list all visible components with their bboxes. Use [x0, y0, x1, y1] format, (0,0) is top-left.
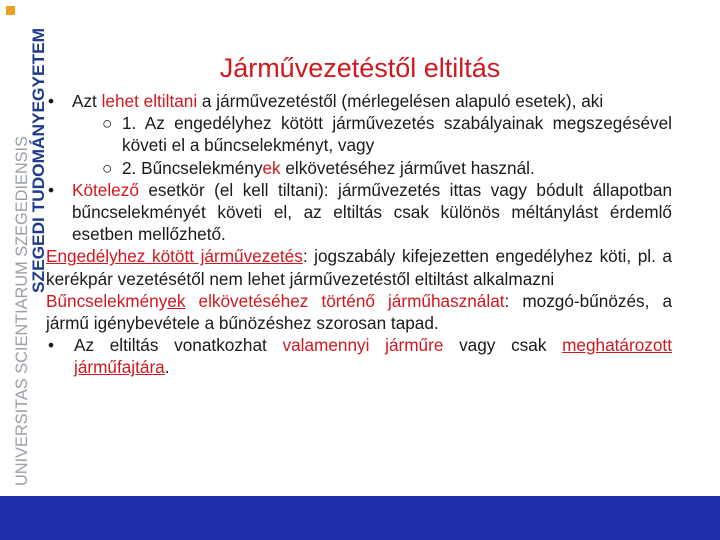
bullet-glyph: •	[48, 179, 55, 200]
bullet-item-mandatory: • Kötelező esetkör (el kell tiltani): járművezetés ittas vagy bódult állapotban bűncselekményét követi el, az eltiltás csak különös méltánylást érdemlő esetben mellőzhető.	[48, 179, 672, 245]
brand-latin-name: UNIVERSITAS SCIENTIARUM SZEGEDIENSIS	[13, 132, 31, 486]
paragraph-vehicle-use: Bűncselekmények elkövetéséhez történő járműhasználat: mozgó-bűnözés, a jármű igénybevétele a bűnözéshez szorosan tapad.	[46, 290, 672, 334]
sub-item-1: ○ 1. Az engedélyhez kötött járművezetés szabályainak megszegésével követi el a bűncselekményt, vagy	[102, 113, 672, 156]
paragraph-licensed-driving: Engedélyhez kötött járművezetés: jogszabály kifejezetten engedélyhez köti, pl. a kerékpár vezetésétől nem lehet járművezetéstől eltiltást alkalmazni	[46, 246, 672, 289]
bullet-item-scope: • Az eltiltás vonatkozhat valamennyi járműre vagy csak meghatározott járműfajtára.	[48, 335, 672, 378]
highlight-text: meghatározott járműfajtára	[74, 335, 672, 378]
ring-glyph: ○	[102, 113, 113, 134]
bullet-glyph: •	[48, 335, 55, 356]
brand-hungarian-name: SZEGEDI TUDOMÁNYEGYETEM	[29, 32, 48, 293]
highlight-text: Engedélyhez kötött járművezetés	[46, 246, 303, 267]
slide-content	[46, 90, 672, 379]
page-title: Járművezetéstől eltiltás	[219, 53, 501, 83]
brand-accent-square	[6, 6, 15, 15]
highlight-text: ek	[262, 157, 281, 178]
footer-bar	[0, 496, 720, 540]
highlight-text: ek	[167, 290, 186, 311]
ring-glyph: ○	[102, 157, 113, 178]
bullet-item-eligible: • Azt lehet eltiltani a járművezetéstől (mérlegelésen alapuló esetek), aki	[48, 91, 604, 111]
sub-item-2: ○ 2. Bűncselekmények elkövetéséhez járművet használ.	[102, 157, 535, 178]
highlight-text: lehet eltiltani	[101, 91, 198, 111]
highlight-text: Kötelező	[72, 179, 139, 200]
highlight-text: valamennyi járműre	[282, 335, 444, 356]
highlight-text: Bűncselekmény	[46, 290, 168, 311]
bullet-glyph: •	[48, 91, 55, 111]
highlight-text: elkövetéséhez történő járműhasználat	[185, 290, 505, 311]
